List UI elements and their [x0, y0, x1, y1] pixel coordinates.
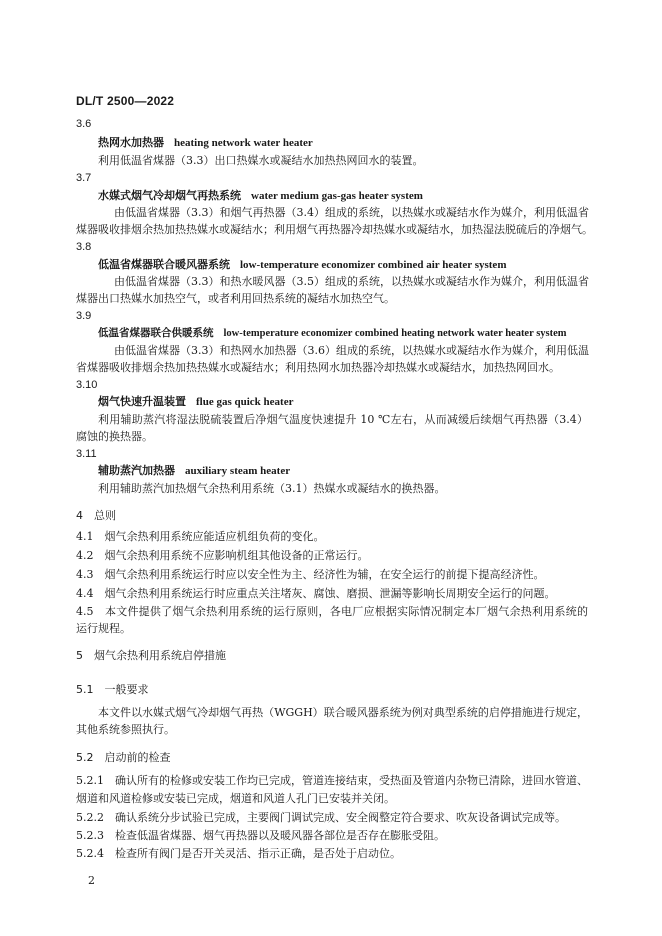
- term-number: 3.10: [76, 379, 98, 391]
- term-definition: 省煤器吸收排烟余热加热热媒水或凝结水；利用热网水加热器冷却热媒水或凝结水，加热热网回水。: [76, 361, 560, 374]
- term-title-en: flue gas quick heater: [196, 396, 294, 408]
- clause: 5.2.3 检查低温省煤器、烟气再热器以及暖风器各部位是否存在膨胀受阻。: [76, 829, 445, 842]
- term-title-en: auxiliary steam heater: [185, 465, 291, 477]
- term-title-zh: 低温省煤器联合供暖系统: [98, 327, 214, 339]
- term-definition: 由低温省煤器（3.3）和热网水加热器（3.6）组成的系统，以热媒水或凝结水作为媒介，利用低温: [114, 344, 589, 357]
- clause: 5.2.4 检查所有阀门是否开关灵活、指示正确，是否处于启动位。: [76, 847, 401, 860]
- term-definition: 煤器出口热媒水加热空气，或者利用回热系统的凝结水加热空气。: [76, 292, 395, 305]
- term-number: 3.7: [76, 172, 92, 184]
- term-number: 3.8: [76, 241, 92, 253]
- clause-continuation: 烟道和风道检修或安装已完成，烟道和风道人孔门已安装并关闭。: [76, 792, 395, 805]
- term-definition: 煤器吸收排烟余热加热热媒水或凝结水；利用烟气再热器冷却热媒水或凝结水，加热湿法脱硫后的净烟气。: [76, 223, 593, 236]
- paragraph: 其他系统参照执行。: [76, 723, 175, 736]
- page-number: 2: [88, 874, 95, 887]
- term-title-en: low-temperature economizer combined air heater system: [240, 259, 507, 271]
- term-title-zh: 热网水加热器: [98, 136, 164, 149]
- clause: 5.2.1 确认所有的检修或安装工作均已完成，管道连接结束，受热面及管道内杂物已清除，进回水管道、: [76, 774, 588, 787]
- clause: 4.2 烟气余热利用系统不应影响机组其他设备的正常运行。: [76, 549, 369, 562]
- term-title-zh: 水媒式烟气冷却烟气再热系统: [98, 189, 241, 202]
- section-heading: 5 烟气余热利用系统启停措施: [76, 649, 226, 662]
- term-title-en: heating network water heater: [174, 137, 313, 149]
- term-definition: 利用低温省煤器（3.3）出口热媒水或凝结水加热热网回水的装置。: [98, 154, 424, 167]
- term-title-en: low-temperature economizer combined heating network water heater system: [223, 328, 567, 339]
- clause-continuation: 运行规程。: [76, 622, 131, 635]
- term-number: 3.11: [76, 448, 97, 460]
- term-number: 3.9: [76, 310, 92, 322]
- section-heading: 4 总则: [76, 509, 116, 522]
- term-title-zh: 低温省煤器联合暖风器系统: [98, 258, 230, 271]
- clause: 4.1 烟气余热利用系统应能适应机组负荷的变化。: [76, 530, 325, 543]
- term-title: [98, 189, 423, 203]
- term-title-zh: 辅助蒸汽加热器: [98, 464, 175, 477]
- subsection-heading: 5.2 启动前的检查: [76, 751, 171, 764]
- clause: 4.3 烟气余热利用系统运行时应以安全性为主、经济性为辅，在安全运行的前提下提高经济性。: [76, 568, 545, 581]
- term-title: [98, 258, 506, 272]
- term-definition: 由低温省煤器（3.3）和热水暖风器（3.5）组成的系统，以热媒水或凝结水作为媒介，利用低温省: [114, 275, 589, 288]
- term-title-en: water medium gas-gas heater system: [251, 190, 423, 202]
- term-title: [98, 326, 567, 341]
- term-definition: 由低温省煤器（3.3）和烟气再热器（3.4）组成的系统，以热媒水或凝结水作为媒介，利用低温省: [114, 206, 589, 219]
- subsection-heading: 5.1 一般要求: [76, 683, 149, 696]
- term-definition: 利用辅助蒸汽加热烟气余热利用系统（3.1）热媒水或凝结水的换热器。: [98, 482, 446, 495]
- paragraph: 本文件以水媒式烟气冷却烟气再热（WGGH）联合暖风器系统为例对典型系统的启停措施进行规定，: [98, 706, 588, 719]
- term-title: [98, 464, 290, 478]
- term-title: [98, 395, 293, 409]
- term-definition: 腐蚀的换热器。: [76, 430, 153, 443]
- clause: 4.4 烟气余热利用系统运行时应重点关注堵灰、腐蚀、磨损、泄漏等影响长周期安全运行的问题。: [76, 587, 556, 600]
- term-definition: 利用辅助蒸汽将湿法脱硫装置后净烟气温度快速提升 10 ℃左右，从而减缓后续烟气再热器（3.4）: [98, 413, 588, 426]
- clause: 4.5 本文件提供了烟气余热利用系统的运行原则，各电厂应根据实际情况制定本厂烟气余热利用系统的: [76, 605, 588, 618]
- clause: 5.2.2 确认系统分步试验已完成，主要阀门调试完成、安全阀整定符合要求、吹灰设备调试完成等。: [76, 811, 566, 824]
- term-title-zh: 烟气快速升温装置: [98, 395, 186, 408]
- document-id-header: DL/T 2500—2022: [76, 94, 175, 108]
- term-number: 3.6: [76, 118, 92, 130]
- term-title: [98, 136, 313, 150]
